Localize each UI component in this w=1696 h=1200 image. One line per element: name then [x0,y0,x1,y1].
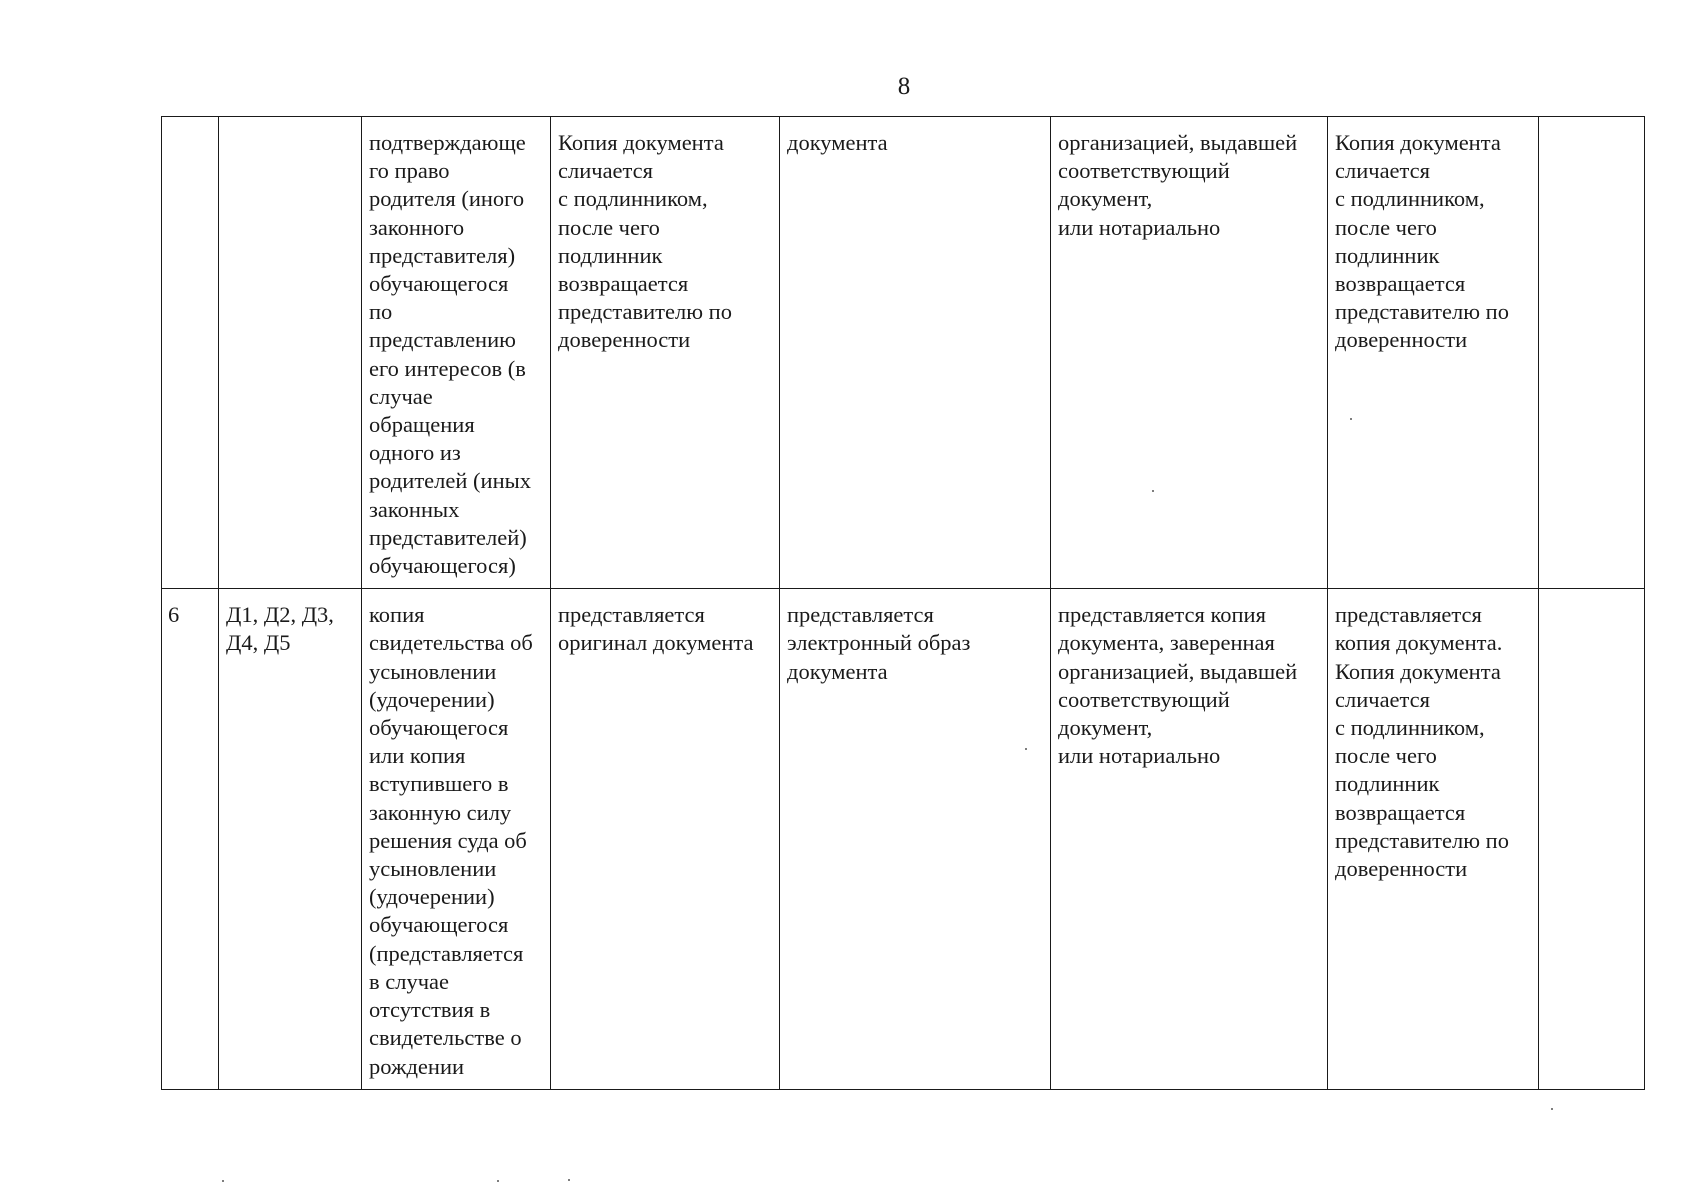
in-person-submission-cell: представляется оригинал документа [551,589,780,1090]
scan-speck [568,1179,570,1181]
table-row [162,589,1645,1090]
notes-cell [1539,117,1645,589]
scan-speck [497,1180,499,1182]
table-row [162,117,1645,589]
notes-cell [1539,589,1645,1090]
applicant-codes-cell [219,117,362,589]
mfc-submission-cell: представляется копия документа. Копия документа сличается с подлинником, после чего подлинник возвращается представителю по доверенности [1328,589,1539,1090]
electronic-submission-cell: представляется электронный образ документа [780,589,1051,1090]
row-number-cell: 6 [162,589,219,1090]
postal-submission-cell: представляется копия документа, заверенная организацией, выдавшей соответствующий документ, или нотариально [1051,589,1328,1090]
scan-speck [222,1180,224,1182]
scan-speck [1025,748,1027,750]
scan-speck [1350,418,1352,420]
scan-speck [1551,1108,1553,1110]
requirements-table [161,116,1645,1090]
page-number: 8 [897,73,911,100]
postal-submission-cell: организацией, выдавшей соответствующий документ, или нотариально [1051,117,1328,589]
document-name-cell: копия свидетельства об усыновлении (удочерении) обучающегося или копия вступившего в законную силу решения суда об усыновлении (удочерении) обучающегося (представляется в случае отсутствия в свидетельстве о рождении [362,589,551,1090]
scan-speck [1152,490,1154,492]
row-number-cell [162,117,219,589]
in-person-submission-cell: Копия документа сличается с подлинником, после чего подлинник возвращается представителю по доверенности [551,117,780,589]
mfc-submission-cell: Копия документа сличается с подлинником, после чего подлинник возвращается представителю по доверенности [1328,117,1539,589]
electronic-submission-cell: документа [780,117,1051,589]
document-name-cell: подтверждающе го право родителя (иного законного представителя) обучающегося по представлению его интересов (в случае обращения одного из родителей (иных законных представителей) обучающегося) [362,117,551,589]
applicant-codes-cell: Д1, Д2, Д3, Д4, Д5 [219,589,362,1090]
